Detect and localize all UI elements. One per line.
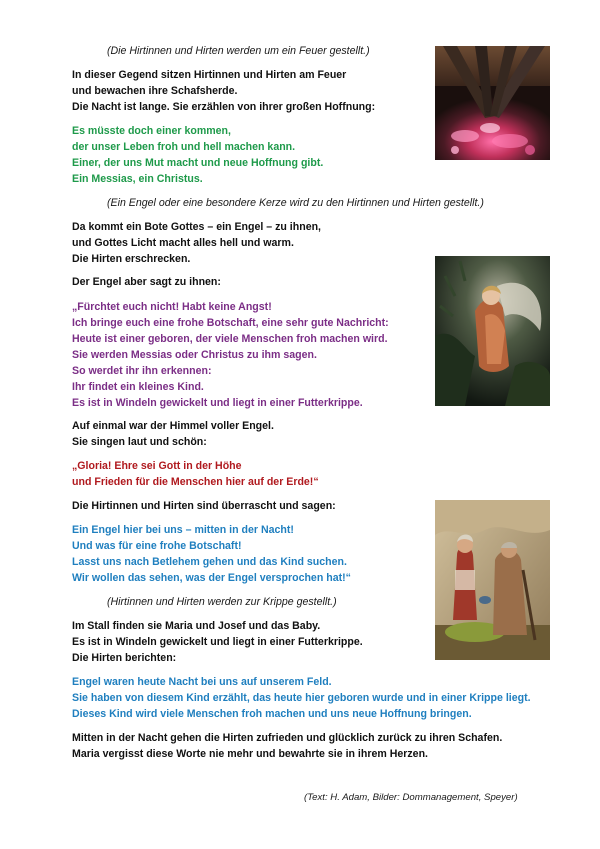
text-line: Mitten in der Nacht gehen die Hirten zufrieden und glücklich zurück zu ihren Schafen. xyxy=(72,732,503,744)
gloria-paragraph xyxy=(72,458,319,490)
text-line: Ein Engel hier bei uns – mitten in der Nacht! xyxy=(72,524,294,536)
text-line: Sie haben von diesem Kind erzählt, das heute hier geboren wurde und in einer Krippe liegt. xyxy=(72,692,531,704)
text-line: Im Stall finden sie Maria und Josef und das Baby. xyxy=(72,620,321,632)
heaven-paragraph xyxy=(72,418,274,450)
text-line: Ihr findet ein kleines Kind. xyxy=(72,381,204,393)
text-line: In dieser Gegend sitzen Hirtinnen und Hirten am Feuer xyxy=(72,69,347,81)
stage-direction-text: (Hirtinnen und Hirten werden zur Krippe gestellt.) xyxy=(107,596,337,608)
angel-says-line xyxy=(72,274,221,290)
text-line: Auf einmal war der Himmel voller Engel. xyxy=(72,420,274,432)
credits-text: (Text: H. Adam, Bilder: Dommanagement, Speyer) xyxy=(304,792,518,803)
shepherds-speech-paragraph xyxy=(72,522,351,586)
stage-direction-text: (Die Hirtinnen und Hirten werden um ein Feuer gestellt.) xyxy=(107,45,370,57)
hope-paragraph xyxy=(72,123,323,187)
text-line: und Frieden für die Menschen hier auf der Erde!“ xyxy=(72,476,319,488)
text-line: „Fürchtet euch nicht! Habt keine Angst! xyxy=(72,301,272,313)
text-line: Die Hirten berichten: xyxy=(72,652,177,664)
credits-line xyxy=(304,790,518,806)
stage-direction-text: (Ein Engel oder eine besondere Kerze wird zu den Hirtinnen und Hirten gestellt.) xyxy=(107,197,484,209)
surprised-line xyxy=(72,498,336,514)
text-line: Ich bringe euch eine frohe Botschaft, eine sehr gute Nachricht: xyxy=(72,317,389,329)
text-line: Und was für eine frohe Botschaft! xyxy=(72,540,242,552)
messenger-paragraph xyxy=(72,219,321,267)
angel-figure-photo xyxy=(435,256,550,406)
text-line: Maria vergisst diese Worte nie mehr und bewahrte sie in ihrem Herzen. xyxy=(72,748,428,760)
shepherd-figures-photo xyxy=(435,500,550,660)
text-line: Die Hirtinnen und Hirten sind überrascht und sagen: xyxy=(72,500,336,512)
text-line: So werdet ihr ihn erkennen: xyxy=(72,365,212,377)
text-line: Sie singen laut und schön: xyxy=(72,436,207,448)
text-line: Es ist in Windeln gewickelt und liegt in einer Futterkrippe. xyxy=(72,636,363,648)
ending-paragraph xyxy=(72,730,502,762)
text-line: Die Hirten erschrecken. xyxy=(72,253,191,265)
stage-direction-fire xyxy=(107,43,370,59)
text-line: und Gottes Licht macht alles hell und warm. xyxy=(72,237,294,249)
text-line: Da kommt ein Bote Gottes – ein Engel – zu ihnen, xyxy=(72,221,321,233)
text-line: Ein Messias, ein Christus. xyxy=(72,173,203,185)
stage-direction-crib xyxy=(107,594,337,610)
campfire-photo xyxy=(435,46,550,160)
text-line: Sie werden Messias oder Christus zu ihm sagen. xyxy=(72,349,317,361)
intro-paragraph xyxy=(72,67,375,115)
text-line: Heute ist einer geboren, der viele Menschen froh machen wird. xyxy=(72,333,388,345)
text-line: Einer, der uns Mut macht und neue Hoffnung gibt. xyxy=(72,157,324,169)
text-line: Die Nacht ist lange. Sie erzählen von ihrer großen Hoffnung: xyxy=(72,101,376,113)
text-line: Dieses Kind wird viele Menschen froh machen und uns neue Hoffnung bringen. xyxy=(72,708,472,720)
text-line: der unser Leben froh und hell machen kann. xyxy=(72,141,296,153)
report-paragraph xyxy=(72,674,531,722)
stable-paragraph xyxy=(72,618,363,666)
text-line: Es müsste doch einer kommen, xyxy=(72,125,231,137)
angel-speech-paragraph xyxy=(72,299,389,411)
text-line: Wir wollen das sehen, was der Engel versprochen hat!“ xyxy=(72,572,351,584)
text-line: Es ist in Windeln gewickelt und liegt in einer Futterkrippe. xyxy=(72,397,363,409)
stage-direction-candle xyxy=(107,195,484,211)
text-line: Der Engel aber sagt zu ihnen: xyxy=(72,276,221,288)
text-line: und bewachen ihre Schafsherde. xyxy=(72,85,238,97)
text-line: Lasst uns nach Betlehem gehen und das Kind suchen. xyxy=(72,556,347,568)
text-line: „Gloria! Ehre sei Gott in der Höhe xyxy=(72,460,242,472)
text-line: Engel waren heute Nacht bei uns auf unserem Feld. xyxy=(72,676,332,688)
